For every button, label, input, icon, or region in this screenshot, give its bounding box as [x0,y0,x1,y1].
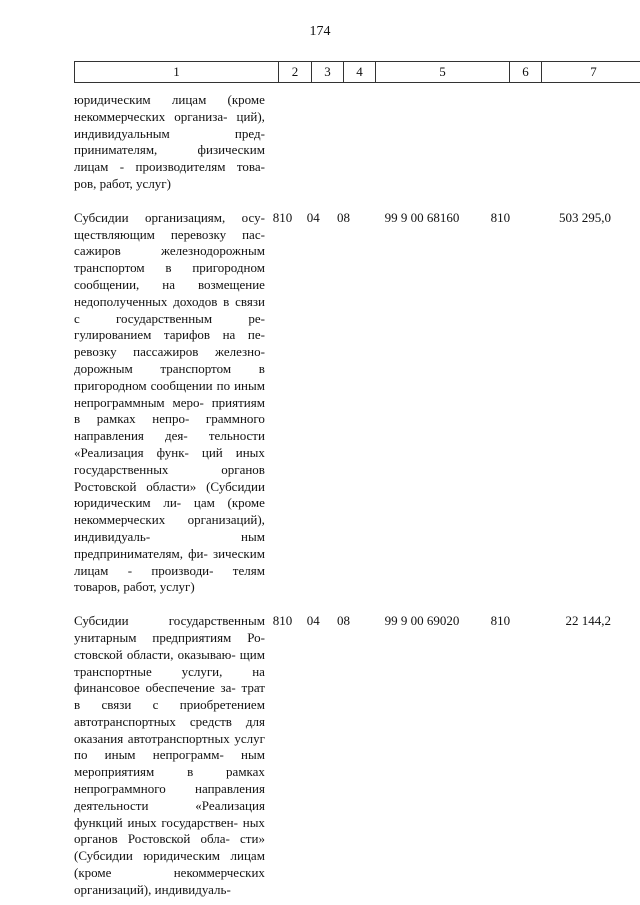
description-line: услуг по иным непрограмм- [74,730,265,763]
description-line: юридическим лицам (кроме [74,92,265,107]
cell-expense-type: 810 [490,209,511,225]
description-line: оказания автотранспортных [74,730,230,746]
description-line: ций), индивидуальным пред- [74,108,265,141]
cell-description [74,92,267,193]
description-line: деятельности «Реализация [74,797,265,813]
description-line: Субсидии организациям, осу- [74,209,265,225]
cell-target-article: 99 9 00 68160 [384,209,460,225]
description-line: финансовое обеспечение за- [74,680,236,696]
description-line: цам (кроме некоммерческих [74,495,265,528]
description-line: приятиям в рамках непро- [74,394,265,427]
description-line: дорожным транспортом в [74,360,265,376]
description-line: связи с государственным ре- [74,293,265,326]
cell-min: 810 [272,209,293,225]
description-line: ным мероприятиям в рамках [74,747,265,780]
description-line: унитарным предприятиям Ро- [74,629,265,645]
description-line: стовской области, оказываю- [74,646,236,662]
description-line: некоммерческих организа- [74,108,228,124]
description-line: лицам (кроме некоммерческих [74,848,265,881]
description-line: ций иных государственных [74,444,265,477]
cell-subsection: 08 [337,209,350,225]
table-row [74,210,613,596]
header-col-7: 7 [590,64,597,79]
header-col-2: 2 [279,62,312,82]
table-header [74,61,640,83]
description-line: автотранспортных средств для [74,713,265,729]
header-col-1: 1 [75,62,279,82]
cell-section: 04 [306,209,320,225]
description-line: функций иных государствен- [74,814,238,830]
description-line: ществляющим перевозку пас- [74,226,265,242]
table-row [74,613,613,899]
description-line: граммного направления дея- [74,411,265,444]
table-body [74,92,613,899]
row-spacer [74,193,613,210]
cell-min: 810 [272,613,293,629]
description-line: (Субсидии юридическим ли- [74,478,265,511]
description-line: гулированием тарифов на пе- [74,327,265,343]
cell-description [74,210,267,596]
description-line: сажиров железнодорожным [74,243,265,259]
description-line: ных органов Ростовской обла- [74,814,265,847]
description-line: Субсидии государственным [74,613,265,629]
description-line: организаций), индивидуаль- [74,881,231,897]
description-line: иным непрограммным меро- [74,377,265,410]
header-col-4: 4 [344,62,376,82]
description-line: пригородном сообщении по [74,377,231,393]
header-col-5: 5 [376,62,510,82]
page-number: 174 [309,24,331,39]
description-line: зическим лицам - производи- [74,545,265,578]
table-row [74,92,613,193]
cell-description [74,613,267,899]
header-col-3: 3 [312,62,344,82]
description-line: органов Ростовской области» [74,461,265,494]
cell-section: 04 [306,613,320,629]
description-line: ревозку пассажиров железно- [74,344,265,360]
description-line: лицам - производителям това- [74,159,265,175]
cell-target-article: 99 9 00 69020 [384,613,460,629]
description-line: тельности «Реализация функ- [74,428,265,460]
description-line: ным предпринимателям, фи- [74,528,265,561]
header-col-6: 6 [510,62,542,82]
description-line: трат в связи с приобретением [74,680,265,713]
description-line: щим транспортные услуги, на [74,646,265,679]
description-line: принимателям, физическим [74,142,265,158]
description-line: сообщении, на возмещение [74,276,265,292]
description-line: недополученных доходов в [74,293,230,309]
description-line: сти» (Субсидии юридическим [74,831,265,864]
description-line: непрограммного направления [74,781,265,797]
description-line: транспортом в пригородном [74,260,265,276]
cell-subsection: 08 [337,613,350,629]
row-spacer [74,596,613,613]
cell-expense-type: 810 [490,613,511,629]
description-line: организаций), индивидуаль- [74,512,265,544]
cell-amount: 503 295,0 [559,209,611,225]
description-line: телям товаров, работ, услуг) [74,562,265,595]
description-line: ров, работ, услуг) [74,175,171,191]
cell-amount: 22 144,2 [565,613,611,629]
